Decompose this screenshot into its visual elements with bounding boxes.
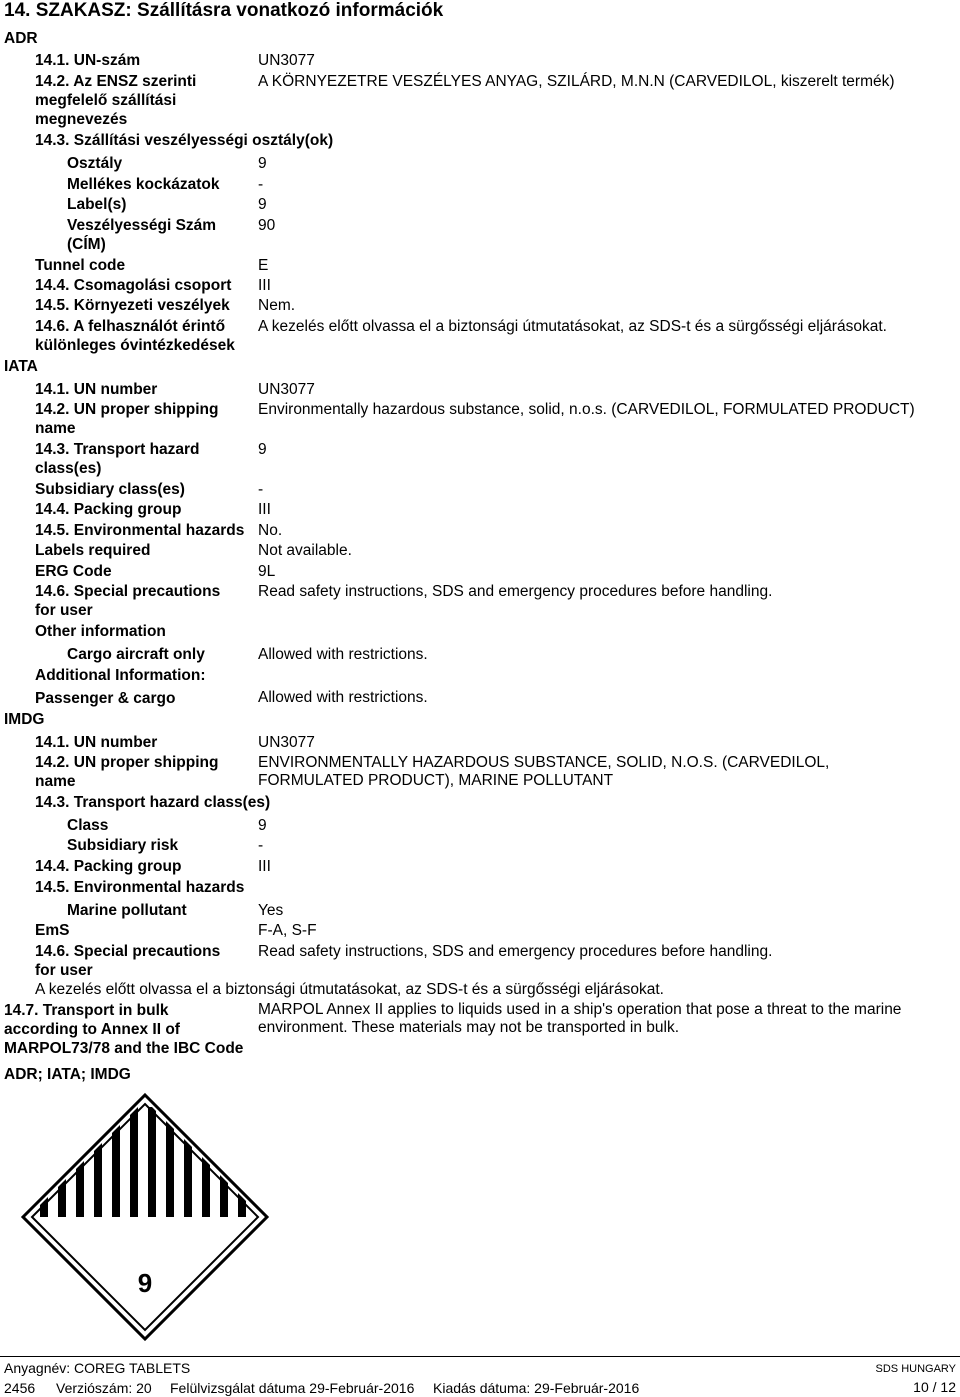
adr-pg-label: 14.4. Csomagolási csoport [35, 277, 232, 294]
iata-pax-value: Allowed with restrictions. [258, 689, 428, 706]
footer-region: SDS HUNGARY [875, 1363, 956, 1375]
bulk-value-2: environment. These materials may not be transported in bulk. [258, 1019, 680, 1036]
imdg-name-value-2: FORMULATED PRODUCT), MARINE POLLUTANT [258, 772, 614, 789]
class-9-hazard-label-icon [20, 1092, 270, 1342]
footer-product: Anyagnév: COREG TABLETS [4, 1360, 191, 1376]
imdg-class-value: 9 [258, 817, 267, 834]
adr-sub-label: Mellékes kockázatok [67, 176, 220, 193]
imdg-sub-label: Subsidiary risk [67, 837, 179, 854]
adr-hazno-label-1: Veszélyességi Szám [67, 217, 217, 234]
adr-env-label: 14.5. Környezeti veszélyek [35, 297, 230, 314]
iata-name-label-2: name [35, 420, 76, 437]
imdg-name-label-2: name [35, 773, 76, 790]
iata-name-label-1: 14.2. UN proper shipping [35, 401, 219, 418]
iata-pax-label: Passenger & cargo [35, 690, 176, 707]
bulk-label-3: MARPOL73/78 and the IBC Code [4, 1040, 244, 1057]
iata-env-value: No. [258, 522, 283, 539]
adr-env-value: Nem. [258, 297, 296, 314]
adr-label: ADR [4, 30, 38, 47]
iata-other-label: Other information [35, 623, 166, 640]
adr-name-label-3: megnevezés [35, 111, 128, 128]
iata-sub-label: Subsidiary class(es) [35, 481, 185, 498]
imdg-name-label-1: 14.2. UN proper shipping [35, 754, 219, 771]
imdg-ems-value: F-A, S-F [258, 922, 317, 939]
section-heading: 14. SZAKASZ: Szállításra vonatkozó információk [4, 0, 444, 21]
imdg-pg-value: III [258, 858, 271, 875]
iata-cargo-value: Allowed with restrictions. [258, 646, 428, 663]
adr-sp-label-2: különleges óvintézkedések [35, 337, 235, 354]
imdg-name-value-1: ENVIRONMENTALLY HAZARDOUS SUBSTANCE, SOLID, N.O.S. (CARVEDILOL, [258, 754, 830, 771]
imdg-mp-label: Marine pollutant [67, 902, 187, 919]
footer-divider [0, 1356, 960, 1357]
iata-sp-label-1: 14.6. Special precautions [35, 583, 221, 600]
imdg-un-value: UN3077 [258, 734, 315, 751]
iata-addl-label: Additional Information: [35, 667, 206, 684]
imdg-class-label: Class [67, 817, 109, 834]
footer-page: 10 / 12 [913, 1379, 956, 1395]
footer-issue: Kiadás dátuma: 29-Február-2016 [433, 1380, 640, 1396]
iata-sub-value: - [258, 481, 264, 498]
adr-class-label: Osztály [67, 155, 123, 172]
imdg-env-label: 14.5. Environmental hazards [35, 879, 245, 896]
adr-hazno-label-2: (CÍM) [67, 236, 106, 253]
imdg-sp-label-1: 14.6. Special precautions [35, 943, 221, 960]
adr-name-label-2: megfelelő szállítási [35, 92, 177, 109]
adr-hazno-value: 90 [258, 217, 276, 234]
adr-tunnel-label: Tunnel code [35, 257, 126, 274]
iata-un-label: 14.1. UN number [35, 381, 158, 398]
adr-tunnel-value: E [258, 257, 269, 274]
adr-class-value: 9 [258, 155, 267, 172]
footer-revision: Felülvizsgálat dátuma 29-Február-2016 [170, 1380, 415, 1396]
iata-erg-value: 9L [258, 563, 276, 580]
adr-labels-label: Label(s) [67, 196, 127, 213]
adr-sub-value: - [258, 176, 264, 193]
iata-name-value: Environmentally hazardous substance, solid, n.o.s. (CARVEDILOL, FORMULATED PRODUCT) [258, 401, 915, 418]
iata-env-label: 14.5. Environmental hazards [35, 522, 245, 539]
adr-pg-value: III [258, 277, 271, 294]
bulk-label-2: according to Annex II of [4, 1021, 180, 1038]
iata-class-label-1: 14.3. Transport hazard [35, 441, 200, 458]
iata-labels-value: Not available. [258, 542, 352, 559]
imdg-label: IMDG [4, 711, 45, 728]
imdg-mp-value: Yes [258, 902, 284, 919]
adr-name-label-1: 14.2. Az ENSZ szerinti [35, 73, 197, 90]
bulk-value-1: MARPOL Annex II applies to liquids used in a ship's operation that pose a threat to the marine [258, 1001, 902, 1018]
imdg-sp-value: Read safety instructions, SDS and emergency procedures before handling. [258, 943, 773, 960]
adr-sp-label-1: 14.6. A felhasználót érintő [35, 318, 226, 335]
iata-pg-value: III [258, 501, 271, 518]
imdg-sub-value: - [258, 837, 264, 854]
adr-name-value: A KÖRNYEZETRE VESZÉLYES ANYAG, SZILÁRD, M.N.N (CARVEDILOL, kiszerelt termék) [258, 73, 895, 90]
pictogram-heading: ADR; IATA; IMDG [4, 1066, 131, 1083]
adr-class-heading: 14.3. Szállítási veszélyességi osztály(ok) [35, 132, 334, 149]
iata-cargo-label: Cargo aircraft only [67, 646, 205, 663]
imdg-ems-label: EmS [35, 922, 70, 939]
adr-un-label: 14.1. UN-szám [35, 52, 141, 69]
imdg-pg-label: 14.4. Packing group [35, 858, 182, 875]
bulk-label-1: 14.7. Transport in bulk [4, 1002, 169, 1019]
iata-erg-label: ERG Code [35, 563, 112, 580]
imdg-sp-label-2: for user [35, 962, 93, 979]
iata-un-value: UN3077 [258, 381, 315, 398]
adr-un-value: UN3077 [258, 52, 315, 69]
imdg-hu-note: A kezelés előtt olvassa el a biztonsági útmutatásokat, az SDS-t és a sürgősségi eljárásokat. [35, 981, 664, 998]
hazard-label-number: 9 [137, 1268, 153, 1298]
iata-label: IATA [4, 358, 38, 375]
footer-version: Verziószám: 20 [56, 1380, 152, 1396]
iata-labels-label: Labels required [35, 542, 151, 559]
iata-pg-label: 14.4. Packing group [35, 501, 182, 518]
iata-class-value: 9 [258, 441, 267, 458]
iata-sp-label-2: for user [35, 602, 93, 619]
iata-class-label-2: class(es) [35, 460, 102, 477]
imdg-class-heading: 14.3. Transport hazard class(es) [35, 794, 271, 811]
footer-id: 2456 [4, 1380, 36, 1396]
iata-sp-value: Read safety instructions, SDS and emergency procedures before handling. [258, 583, 773, 600]
adr-sp-value: A kezelés előtt olvassa el a biztonsági útmutatásokat, az SDS-t és a sürgősségi eljárásokat. [258, 318, 887, 335]
adr-labels-value: 9 [258, 196, 267, 213]
imdg-un-label: 14.1. UN number [35, 734, 158, 751]
